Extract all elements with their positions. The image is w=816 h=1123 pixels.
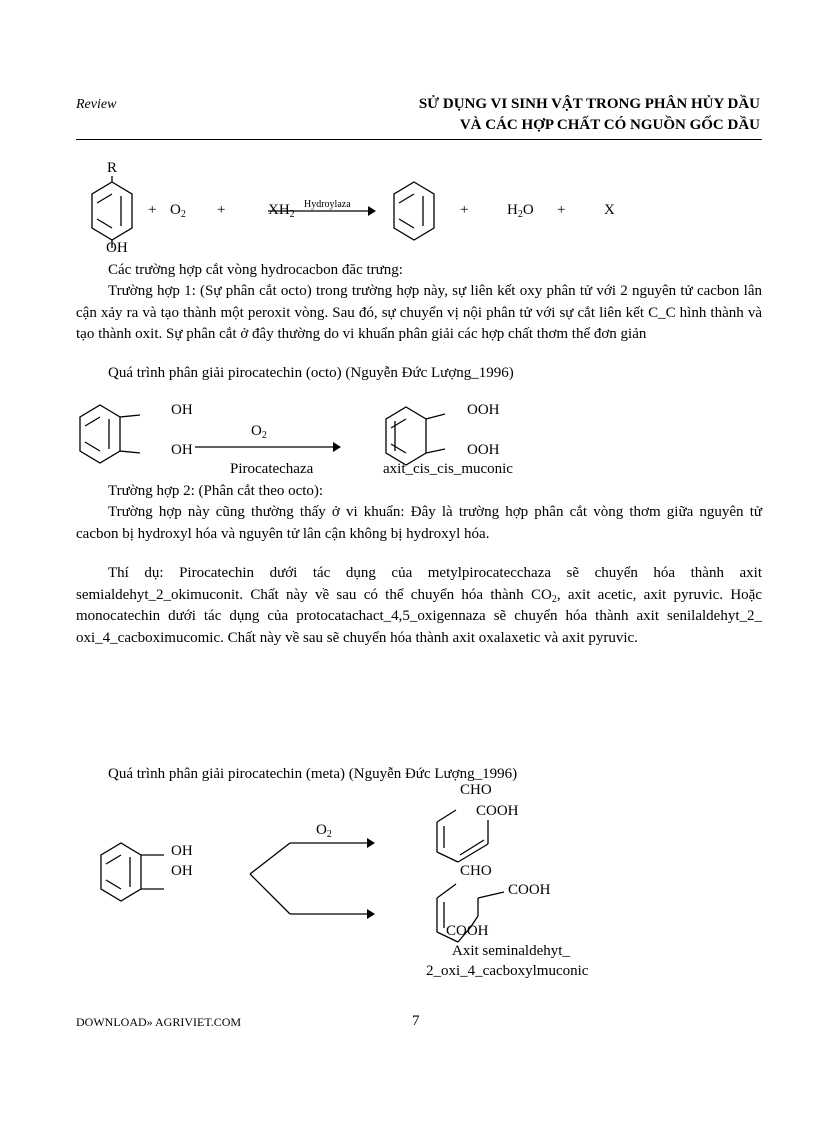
- plus-sign: +: [217, 202, 226, 218]
- header-title-line1: SỬ DỤNG VI SINH VẬT TRONG PHÂN HỦY DẦU: [418, 96, 760, 112]
- case-1-paragraph: Trường hợp 1: (Sự phân cắt octo) trong trường hợp này, sự liên kết oxy phân tử với 2 nguyên tử cacbon lân cận xảy ra và tạo thành một peroxit vòng. Sau đó, sự chuyển vị nội phân tử với sự cắt liên kết C_C hình thành và tạo thành oxit. Sự phân cắt ở đây thường do vi khuẩn phân giải các hợp chất thơm thể đơn giản: [76, 283, 762, 342]
- page-number: 7: [412, 1013, 420, 1029]
- example-paragraph: Thí dụ: Pirocatechin dưới tác dụng của metylpirocatecchaza sẽ chuyển hóa thành axit semialdehyt_2_okimuconit. Chất này về sau có thể chuyển hóa thành $CO_2$, axit acetic, axit pyruvic. Hoặc monocatechin dưới tác dụng của protocatachact_4,5_oxigennaza sẽ chuyển hóa thành axit senilaldehyt_2_ oxi_4_cacboximucomic. Chất này về sau sẽ chuyển hóa thành axit oxalaxetic và axit pyruvic.: [76, 565, 762, 646]
- xh2-reagent: $XH_2$: [268, 202, 295, 220]
- product-caption-line1: Axit seminaldehyt_: [452, 943, 570, 959]
- bottom-product-cooh-1: COOH: [508, 882, 551, 898]
- header-review-label: Review: [76, 97, 117, 112]
- plus-sign: +: [460, 202, 469, 218]
- oh-group-1: OH: [171, 843, 193, 859]
- pirocatechaza-enzyme-label: Pirocatechaza: [230, 461, 314, 477]
- oh-group-2: OH: [171, 863, 193, 879]
- oxygen-over-arrow: $O_2$: [251, 423, 267, 441]
- r-substituent-label: R: [107, 160, 118, 176]
- octo-process-heading: Quá trình phân giải pirocatechin (octo) (Nguyễn Đức Lượng_1996): [108, 365, 514, 381]
- footer-source: DOWNLOAD» AGRIVIET.COM: [76, 1015, 242, 1029]
- hydroylaza-enzyme-label: Hydroylaza: [304, 199, 351, 210]
- product-caption-line2: 2_oxi_4_cacboxylmuconic: [426, 963, 589, 979]
- bottom-product-cooh-2: COOH: [446, 923, 489, 939]
- ooh-group-1: OOH: [467, 402, 500, 418]
- ooh-group-2: OOH: [467, 442, 500, 458]
- case-2-title: Trường hợp 2: (Phân cắt theo octo):: [108, 483, 324, 499]
- oh-substituent-label: OH: [106, 240, 128, 256]
- water-product: $H_2O$: [507, 202, 534, 220]
- meta-process-heading: Quá trình phân giải pirocatechin (meta) (Nguyễn Đức Lượng_1996): [108, 766, 518, 782]
- plus-sign: +: [148, 202, 157, 218]
- header-title-line2: VÀ CÁC HỢP CHẤT CÓ NGUỒN GỐC DẦU: [459, 117, 760, 133]
- top-product-cho: CHO: [460, 782, 492, 798]
- top-product-cooh: COOH: [476, 803, 519, 819]
- oh-group-2: OH: [171, 442, 193, 458]
- ring-cleavage-intro: Các trường hợp cắt vòng hydrocacbon đăc trưng:: [108, 262, 403, 278]
- plus-sign: +: [557, 202, 566, 218]
- case-2-paragraph: Trường hợp này cũng thường thấy ở vi khuẩn: Đây là trường hợp phân cắt vòng thơm giữa nguyên tử cacbon bị hydroxyl hóa và nguyên tử lân cận không bị hydroxyl hóa.: [76, 504, 762, 542]
- bottom-product-cho: CHO: [460, 863, 492, 879]
- oxygen-over-arrow: $O_2$: [316, 822, 332, 840]
- muconic-acid-product: axit_cis_cis_muconic: [383, 461, 513, 477]
- oxygen-reagent: $O_2$: [170, 202, 186, 220]
- x-product: X: [604, 202, 615, 218]
- oh-group-1: OH: [171, 402, 193, 418]
